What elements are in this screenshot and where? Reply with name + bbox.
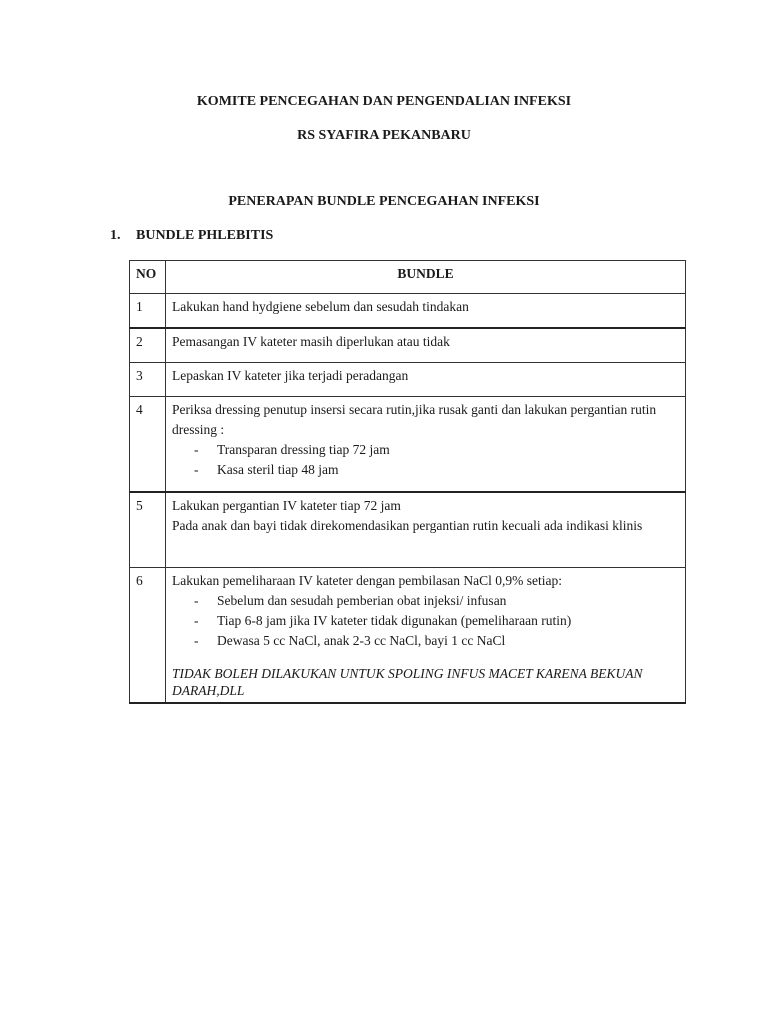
row-number: 1	[130, 294, 166, 329]
section-title-text: BUNDLE PHLEBITIS	[136, 228, 274, 243]
hospital-heading: RS SYAFIRA PEKANBARU	[297, 128, 471, 143]
row-text: Lepaskan IV kateter jika terjadi peradangan	[166, 363, 686, 397]
row-content	[166, 397, 686, 493]
row-content	[166, 568, 686, 704]
list-item: - Dewasa 5 cc NaCl, anak 2-3 cc NaCl, bayi 1 cc NaCl	[194, 631, 679, 651]
committee-heading: KOMITE PENCEGAHAN DAN PENGENDALIAN INFEKSI	[196, 94, 572, 109]
warning-note: TIDAK BOLEH DILAKUKAN UNTUK SPOLING INFUS MACET KARENA BEKUAN DARAH,DLL	[172, 666, 643, 698]
header-no: NO	[130, 261, 166, 294]
table-row	[130, 492, 686, 568]
list-item: - Sebelum dan sesudah pemberian obat injeksi/ infusan	[194, 591, 679, 611]
row-number: 6	[130, 568, 166, 704]
header-bundle: BUNDLE	[166, 261, 686, 294]
dash-list	[172, 440, 679, 480]
section-heading	[110, 228, 273, 244]
table-row	[130, 363, 686, 397]
row-content	[166, 492, 686, 568]
row-text: Pemasangan IV kateter masih diperlukan atau tidak	[166, 328, 686, 363]
document-title: PENERAPAN BUNDLE PENCEGAHAN INFEKSI	[228, 194, 540, 209]
row-text-note: Pada anak dan bayi tidak direkomendasikan pergantian rutin kecuali ada indikasi klinis	[172, 518, 643, 533]
table-row	[130, 568, 686, 704]
table-row	[130, 328, 686, 363]
dash-list	[172, 591, 679, 651]
table-row	[130, 397, 686, 493]
row-number: 3	[130, 363, 166, 397]
row-text: Periksa dressing penutup insersi secara rutin,jika rusak ganti dan lakukan pergantian rutin dressing :	[172, 402, 657, 437]
row-number: 2	[130, 328, 166, 363]
row-number: 4	[130, 397, 166, 493]
bundle-table	[129, 260, 686, 704]
row-text: Lakukan hand hydgiene sebelum dan sesudah tindakan	[166, 294, 686, 329]
list-item: - Kasa steril tiap 48 jam	[194, 460, 679, 480]
table-row	[130, 294, 686, 329]
row-text: Lakukan pergantian IV kateter tiap 72 jam	[172, 498, 401, 513]
row-text: Lakukan pemeliharaan IV kateter dengan pembilasan NaCl 0,9% setiap:	[172, 573, 562, 588]
section-number: 1.	[110, 228, 121, 243]
table-header-row	[130, 261, 686, 294]
list-item: - Transparan dressing tiap 72 jam	[194, 440, 679, 460]
row-number: 5	[130, 492, 166, 568]
list-item: - Tiap 6-8 jam jika IV kateter tidak digunakan (pemeliharaan rutin)	[194, 611, 679, 631]
